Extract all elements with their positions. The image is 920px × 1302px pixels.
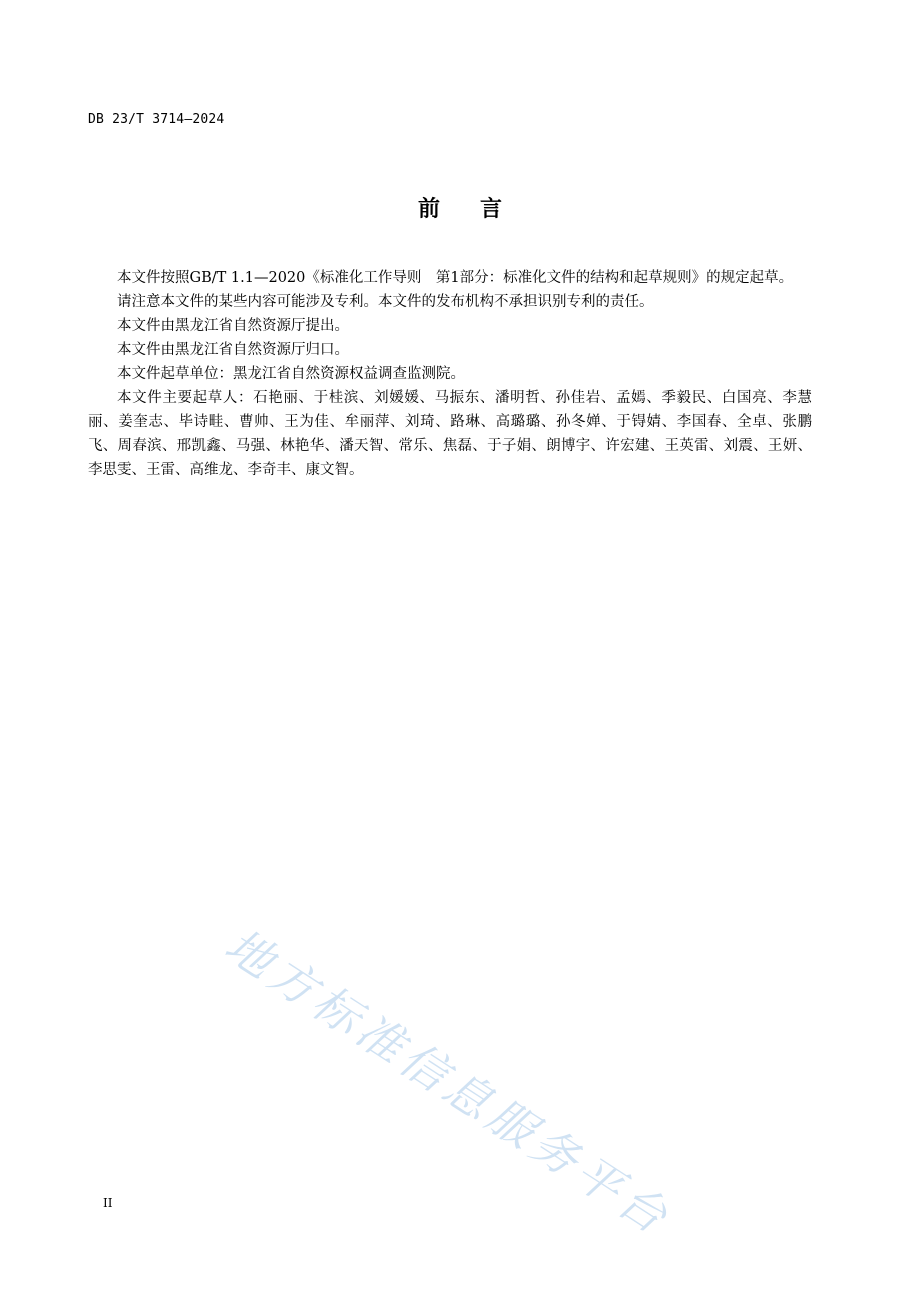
page-number: II [103,1196,113,1210]
paragraph-drafting-rules: 本文件按照GB/T 1.1—2020《标准化工作导则 第1部分：标准化文件的结构和起草规则》的规定起草。 [117,270,794,286]
document-code: DB 23/T 3714—2024 [88,112,225,127]
paragraph-patent-notice: 请注意本文件的某些内容可能涉及专利。本文件的发布机构不承担识别专利的责任。 [117,294,654,310]
watermark: 地方标准信息服务平台 [215,917,682,1247]
page-title: 前言 [417,197,542,222]
paragraph-drafters: 本文件主要起草人：石艳丽、于桂滨、刘媛媛、马振东、潘明哲、孙佳岩、孟嫣、季毅民、白国亮、李慧丽、姜奎志、毕诗畦、曹帅、王为佳、牟丽萍、刘琦、路琳、高璐璐、孙冬婵、于锝婧、李国春、全卓、张鹏飞、周春滨、邢凯鑫、马强、林艳华、潘天智、常乐、焦磊、于子娟、朗博宇、许宏建、王英雷、刘震、王妍、李思雯、王雷、高维龙、李奇丰、康文智。 [88,390,812,478]
paragraph-drafting-unit: 本文件起草单位：黑龙江省自然资源权益调查监测院。 [117,366,465,382]
foreword-body [88,266,812,482]
paragraph-administrator: 本文件由黑龙江省自然资源厅归口。 [117,342,349,358]
paragraph-proposer: 本文件由黑龙江省自然资源厅提出。 [117,318,349,334]
